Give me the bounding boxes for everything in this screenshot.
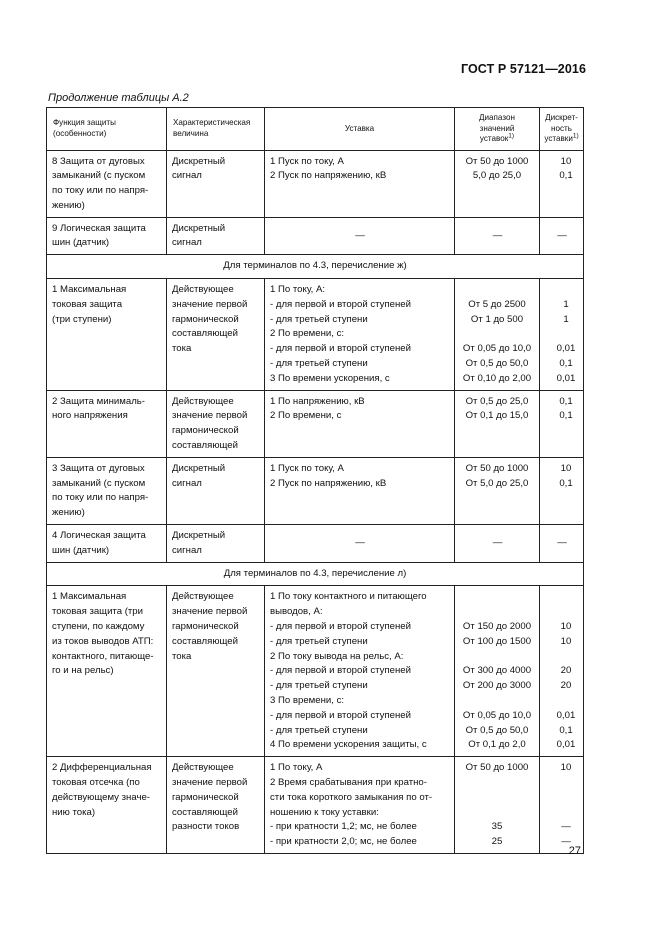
characteristic-line: тока bbox=[172, 650, 192, 662]
range-cell bbox=[455, 390, 540, 457]
discreteness-value bbox=[545, 806, 579, 821]
function-line: шин (датчик) bbox=[52, 237, 110, 249]
range-value: От 0,5 до 50,0 bbox=[465, 724, 529, 736]
characteristic-cell bbox=[167, 390, 265, 457]
function-cell bbox=[47, 279, 167, 391]
function-line: го и на рельс) bbox=[52, 665, 114, 677]
range-cell bbox=[455, 279, 540, 391]
setting-line: ношению к току уставки: bbox=[270, 806, 379, 818]
function-line: замыканий (с пуском bbox=[52, 477, 146, 489]
setting-line: - для первой и второй ступеней bbox=[270, 709, 411, 721]
characteristic-line: сигнал bbox=[172, 237, 202, 249]
range-value: От 0,05 до 10,0 bbox=[462, 343, 532, 355]
range-value: От 0,5 до 50,0 bbox=[465, 358, 529, 370]
characteristic-line: сигнал bbox=[172, 544, 202, 556]
range-value bbox=[457, 791, 537, 806]
setting-line: 1 По току контактного и питающего bbox=[270, 591, 427, 603]
function-line: ного напряжения bbox=[52, 410, 128, 422]
setting-cell bbox=[265, 586, 455, 757]
range-cell bbox=[455, 150, 540, 217]
range-cell bbox=[455, 757, 540, 854]
range-value: От 0,1 до 2,0 bbox=[468, 739, 526, 751]
column-header-line: уставок$^{1)}$ bbox=[479, 132, 515, 143]
column-header-line: Характеристическая bbox=[173, 118, 251, 128]
discreteness-value bbox=[545, 650, 579, 665]
discreteness-value: 0,1 bbox=[559, 724, 573, 736]
range-value: От 150 до 2000 bbox=[462, 621, 532, 633]
section-title: Для терминалов по 4.3, перечисление ж) bbox=[47, 255, 584, 279]
function-cell bbox=[47, 150, 167, 217]
characteristic-cell bbox=[167, 457, 265, 524]
table-row bbox=[47, 150, 584, 217]
discreteness-value: 10 bbox=[560, 762, 572, 774]
setting-cell bbox=[265, 150, 455, 217]
function-line: 2 Дифференциальная bbox=[52, 762, 152, 774]
discreteness-value: 0,01 bbox=[556, 709, 576, 721]
function-line: ступени, по каждому bbox=[52, 621, 145, 633]
setting-line: 2 Пуск по напряжению, кВ bbox=[270, 477, 387, 489]
range-value bbox=[457, 327, 537, 342]
column-header-line: Диапазон bbox=[479, 113, 515, 122]
function-line: 3 Защита от дуговых bbox=[52, 462, 145, 474]
range-value bbox=[457, 650, 537, 665]
discreteness-cell bbox=[540, 757, 584, 854]
characteristic-line: гармонической bbox=[172, 621, 239, 633]
column-header-line: Дискрет- bbox=[545, 113, 578, 122]
range-value: От 300 до 4000 bbox=[462, 665, 532, 677]
range-value bbox=[457, 694, 537, 709]
function-line: 2 Защита минималь- bbox=[52, 395, 146, 407]
column-header-range bbox=[455, 108, 540, 151]
discreteness-cell bbox=[540, 457, 584, 524]
settings-table bbox=[46, 107, 584, 854]
range-value bbox=[457, 590, 537, 605]
setting-line: - для третьей ступени bbox=[270, 313, 368, 325]
discreteness-value bbox=[545, 283, 579, 298]
function-line: 1 Максимальная bbox=[52, 284, 127, 296]
discreteness-value: 10 bbox=[560, 155, 572, 167]
discreteness-value: 0,1 bbox=[559, 477, 573, 489]
range-value: От 5 до 2500 bbox=[468, 298, 526, 310]
column-header-characteristic bbox=[167, 108, 265, 151]
range-value bbox=[457, 283, 537, 298]
setting-line: - для третьей ступени bbox=[270, 358, 368, 370]
function-line: контактного, питающе- bbox=[52, 650, 154, 662]
range-cell bbox=[455, 457, 540, 524]
column-header-line: Уставка bbox=[344, 123, 375, 133]
column-header-discreteness bbox=[540, 108, 584, 151]
function-line: токовая защита bbox=[52, 298, 123, 310]
column-header-line: ность bbox=[551, 123, 572, 133]
setting-line: 1 По напряжению, кВ bbox=[270, 395, 365, 407]
column-header-line: Функция защиты bbox=[53, 118, 116, 128]
section-row bbox=[47, 255, 584, 279]
table-caption: Продолжение таблицы А.2 bbox=[48, 92, 189, 104]
discreteness-value: — bbox=[561, 821, 571, 833]
footnote-mark: 1) bbox=[572, 132, 579, 140]
setting-line: - для третьей ступени bbox=[270, 635, 368, 647]
range-value: От 50 до 1000 bbox=[465, 762, 529, 774]
characteristic-line: Действующее bbox=[172, 762, 234, 774]
discreteness-value bbox=[545, 694, 579, 709]
characteristic-line: Действующее bbox=[172, 395, 234, 407]
table-row bbox=[47, 279, 584, 391]
discreteness-value: 1 bbox=[563, 313, 569, 325]
table-row bbox=[47, 586, 584, 757]
characteristic-line: значение первой bbox=[172, 606, 248, 618]
function-line: по току или по напря- bbox=[52, 492, 149, 504]
discreteness-cell bbox=[540, 279, 584, 391]
discreteness-value: 10 bbox=[560, 462, 572, 474]
discreteness-value: 10 bbox=[560, 621, 572, 633]
setting-line: - для третьей ступени bbox=[270, 680, 368, 692]
table-row bbox=[47, 217, 584, 255]
setting-line: 2 Время срабатывания при кратно- bbox=[270, 776, 427, 788]
characteristic-line: значение первой bbox=[172, 298, 248, 310]
table-row bbox=[47, 525, 584, 563]
function-line: токовая защита (три bbox=[52, 606, 144, 618]
characteristic-line: сигнал bbox=[172, 170, 202, 182]
standard-designation: ГОСТ Р 57121—2016 bbox=[460, 62, 586, 76]
table-row bbox=[47, 757, 584, 854]
function-line: действующему значе- bbox=[52, 791, 150, 803]
page-number: 27 bbox=[568, 845, 581, 857]
discreteness-value: 0,01 bbox=[556, 343, 576, 355]
discreteness-value: 1 bbox=[563, 298, 569, 310]
column-header-line: (особенности) bbox=[53, 128, 107, 138]
characteristic-line: гармонической bbox=[172, 425, 239, 437]
range-value bbox=[457, 776, 537, 791]
function-line: 4 Логическая защита bbox=[52, 530, 146, 542]
range-cell bbox=[455, 586, 540, 757]
setting-line: - для первой и второй ступеней bbox=[270, 665, 411, 677]
setting-line: выводов, А: bbox=[270, 606, 323, 618]
discreteness-value: 0,1 bbox=[559, 410, 573, 422]
characteristic-cell bbox=[167, 279, 265, 391]
function-line: замыканий (с пуском bbox=[52, 170, 146, 182]
setting-line: 2 По току вывода на рельс, А: bbox=[270, 650, 404, 662]
discreteness-value bbox=[545, 605, 579, 620]
setting-line: 1 По току, А: bbox=[270, 284, 326, 296]
characteristic-line: Дискретный bbox=[172, 222, 226, 234]
column-header-line: уставки$^{1)}$ bbox=[544, 132, 579, 143]
discreteness-value: 0,1 bbox=[559, 395, 573, 407]
characteristic-line: гармонической bbox=[172, 313, 239, 325]
discreteness-value: — bbox=[561, 836, 571, 848]
range-value: 5,0 до 25,0 bbox=[472, 170, 522, 182]
section-row bbox=[47, 562, 584, 586]
function-cell bbox=[47, 217, 167, 255]
setting-line: - при кратности 2,0; мс, не более bbox=[270, 836, 417, 848]
setting-line: 1 Пуск по току, А bbox=[270, 462, 344, 474]
characteristic-cell bbox=[167, 586, 265, 757]
discreteness-value: 10 bbox=[560, 635, 572, 647]
range-value: От 0,5 до 25,0 bbox=[465, 395, 529, 407]
setting-cell: — bbox=[265, 525, 455, 563]
characteristic-line: тока bbox=[172, 343, 192, 355]
function-cell bbox=[47, 757, 167, 854]
discreteness-cell bbox=[540, 390, 584, 457]
discreteness-cell: — bbox=[540, 217, 584, 255]
setting-cell: — bbox=[265, 217, 455, 255]
function-cell bbox=[47, 390, 167, 457]
setting-line: 1 Пуск по току, А bbox=[270, 155, 344, 167]
characteristic-line: Дискретный bbox=[172, 462, 226, 474]
setting-line: - для первой и второй ступеней bbox=[270, 621, 411, 633]
range-value: От 0,05 до 10,0 bbox=[462, 709, 532, 721]
discreteness-value bbox=[545, 590, 579, 605]
setting-line: 4 По времени ускорения защиты, с bbox=[270, 739, 427, 751]
footnote-mark: 1) bbox=[508, 132, 515, 140]
range-cell: — bbox=[455, 525, 540, 563]
discreteness-cell bbox=[540, 150, 584, 217]
discreteness-cell bbox=[540, 586, 584, 757]
characteristic-line: Дискретный bbox=[172, 155, 226, 167]
setting-cell bbox=[265, 457, 455, 524]
setting-line: 2 По времени, с bbox=[270, 410, 342, 422]
setting-line: 2 По времени, с: bbox=[270, 328, 345, 340]
function-cell bbox=[47, 586, 167, 757]
range-value: 35 bbox=[491, 821, 503, 833]
setting-line: - для третьей ступени bbox=[270, 724, 368, 736]
characteristic-line: Действующее bbox=[172, 591, 234, 603]
setting-line: - для первой и второй ступеней bbox=[270, 298, 411, 310]
column-header-line: значений bbox=[479, 123, 515, 133]
characteristic-line: составляющей bbox=[172, 440, 239, 452]
range-value: От 200 до 3000 bbox=[462, 680, 532, 692]
characteristic-cell bbox=[167, 217, 265, 255]
function-line: нию тока) bbox=[52, 806, 96, 818]
discreteness-value: 0,01 bbox=[556, 372, 576, 384]
range-cell: — bbox=[455, 217, 540, 255]
function-cell bbox=[47, 457, 167, 524]
column-header-function bbox=[47, 108, 167, 151]
discreteness-value bbox=[545, 327, 579, 342]
discreteness-value: 0,1 bbox=[559, 358, 573, 370]
characteristic-line: гармонической bbox=[172, 791, 239, 803]
function-line: (три ступени) bbox=[52, 313, 112, 325]
characteristic-cell bbox=[167, 150, 265, 217]
characteristic-line: составляющей bbox=[172, 328, 239, 340]
range-value: От 100 до 1500 bbox=[462, 635, 532, 647]
setting-cell bbox=[265, 390, 455, 457]
characteristic-cell bbox=[167, 757, 265, 854]
setting-cell bbox=[265, 279, 455, 391]
discreteness-cell: — bbox=[540, 525, 584, 563]
range-value: От 0,10 до 2,00 bbox=[462, 372, 532, 384]
function-line: шин (датчик) bbox=[52, 544, 110, 556]
characteristic-line: сигнал bbox=[172, 477, 202, 489]
section-title: Для терминалов по 4.3, перечисление л) bbox=[47, 562, 584, 586]
setting-line: 2 Пуск по напряжению, кВ bbox=[270, 170, 387, 182]
function-cell bbox=[47, 525, 167, 563]
characteristic-cell bbox=[167, 525, 265, 563]
table-body bbox=[47, 150, 584, 853]
range-value: От 1 до 500 bbox=[470, 313, 524, 325]
setting-line: - для первой и второй ступеней bbox=[270, 343, 411, 355]
function-line: жению) bbox=[52, 507, 85, 519]
discreteness-value bbox=[545, 791, 579, 806]
range-value: От 5,0 до 25,0 bbox=[465, 477, 529, 489]
function-line: по току или по напря- bbox=[52, 185, 149, 197]
function-line: жению) bbox=[52, 199, 85, 211]
discreteness-value: 20 bbox=[560, 665, 572, 677]
setting-line: 3 По времени, с: bbox=[270, 695, 345, 706]
function-line: 9 Логическая защита bbox=[52, 222, 146, 234]
discreteness-value: 20 bbox=[560, 680, 572, 692]
range-value: От 0,1 до 15,0 bbox=[465, 410, 529, 422]
function-line: 8 Защита от дуговых bbox=[52, 155, 145, 167]
table-header-row bbox=[47, 108, 584, 151]
characteristic-line: значение первой bbox=[172, 776, 248, 788]
characteristic-line: составляющей bbox=[172, 635, 239, 647]
range-value: От 50 до 1000 bbox=[465, 155, 529, 167]
column-header-line: величина bbox=[173, 128, 209, 138]
setting-line: 3 По времени ускорения, с bbox=[270, 372, 390, 384]
setting-cell bbox=[265, 757, 455, 854]
table-row bbox=[47, 457, 584, 524]
characteristic-line: Дискретный bbox=[172, 530, 226, 542]
characteristic-line: Действующее bbox=[172, 284, 234, 296]
range-value bbox=[457, 605, 537, 620]
range-value: 25 bbox=[491, 836, 503, 848]
discreteness-value: 0,1 bbox=[559, 170, 573, 182]
function-line: из токов выводов АТП: bbox=[52, 635, 154, 647]
characteristic-line: составляющей bbox=[172, 806, 239, 818]
function-line: токовая отсечка (по bbox=[52, 776, 140, 788]
characteristic-line: значение первой bbox=[172, 410, 248, 422]
discreteness-value bbox=[545, 776, 579, 791]
table-row bbox=[47, 390, 584, 457]
function-line: 1 Максимальная bbox=[52, 591, 127, 603]
range-value: От 50 до 1000 bbox=[465, 462, 529, 474]
setting-line: сти тока короткого замыкания по от- bbox=[270, 791, 433, 803]
column-header-setting bbox=[265, 108, 455, 151]
range-value bbox=[457, 806, 537, 821]
discreteness-value: 0,01 bbox=[556, 739, 576, 751]
setting-line: - при кратности 1,2; мс, не более bbox=[270, 821, 417, 833]
setting-line: 1 По току, А bbox=[270, 762, 323, 774]
characteristic-line: разности токов bbox=[172, 821, 240, 833]
